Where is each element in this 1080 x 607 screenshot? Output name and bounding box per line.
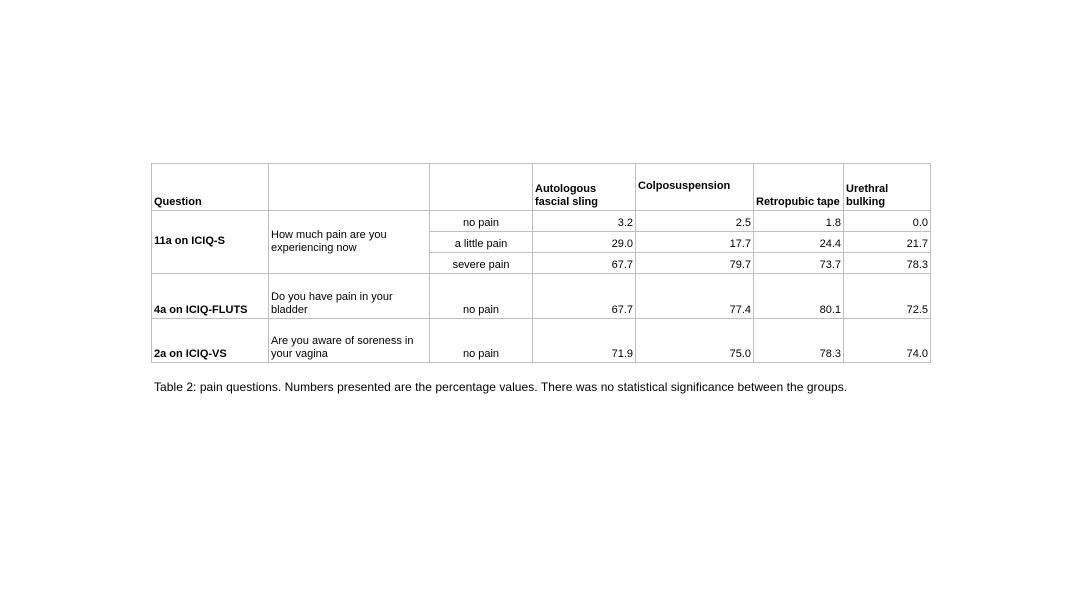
value-cell: 0.0 <box>844 211 931 232</box>
question-text: Are you aware of soreness in your vagina <box>269 319 430 363</box>
header-row <box>152 164 931 211</box>
header-question: Question <box>152 164 269 211</box>
header-empty-answer <box>430 164 533 211</box>
question-code: 2a on ICIQ-VS <box>152 319 269 363</box>
table-row <box>152 319 931 363</box>
value-cell: 29.0 <box>533 232 636 253</box>
pain-questions-table <box>151 163 931 363</box>
header-group-colposuspension: Colposuspension <box>636 164 754 211</box>
value-cell: 1.8 <box>754 211 844 232</box>
question-text: How much pain are you experiencing now <box>269 211 430 274</box>
answer-label: a little pain <box>430 232 533 253</box>
question-code: 4a on ICIQ-FLUTS <box>152 274 269 319</box>
question-text: Do you have pain in your bladder <box>269 274 430 319</box>
value-cell: 74.0 <box>844 319 931 363</box>
table-row <box>152 211 931 232</box>
table-caption: Table 2: pain questions. Numbers presented are the percentage values. There was no statistical significance between the groups. <box>154 380 848 394</box>
value-cell: 24.4 <box>754 232 844 253</box>
value-cell: 2.5 <box>636 211 754 232</box>
header-group-autologous-fascial-sling: Autologous fascial sling <box>533 164 636 211</box>
header-empty-question-text <box>269 164 430 211</box>
value-cell: 78.3 <box>754 319 844 363</box>
header-group-urethral-bulking: Urethral bulking <box>844 164 931 211</box>
answer-label: no pain <box>430 274 533 319</box>
value-cell: 77.4 <box>636 274 754 319</box>
value-cell: 78.3 <box>844 253 931 274</box>
value-cell: 75.0 <box>636 319 754 363</box>
value-cell: 73.7 <box>754 253 844 274</box>
answer-label: no pain <box>430 211 533 232</box>
header-group-retropubic-tape: Retropubic tape <box>754 164 844 211</box>
answer-label: severe pain <box>430 253 533 274</box>
value-cell: 17.7 <box>636 232 754 253</box>
value-cell: 79.7 <box>636 253 754 274</box>
value-cell: 72.5 <box>844 274 931 319</box>
value-cell: 21.7 <box>844 232 931 253</box>
value-cell: 67.7 <box>533 274 636 319</box>
pain-questions-table-container <box>151 163 931 363</box>
table-row <box>152 274 931 319</box>
value-cell: 67.7 <box>533 253 636 274</box>
value-cell: 3.2 <box>533 211 636 232</box>
value-cell: 80.1 <box>754 274 844 319</box>
value-cell: 71.9 <box>533 319 636 363</box>
answer-label: no pain <box>430 319 533 363</box>
question-code: 11a on ICIQ-S <box>152 211 269 274</box>
